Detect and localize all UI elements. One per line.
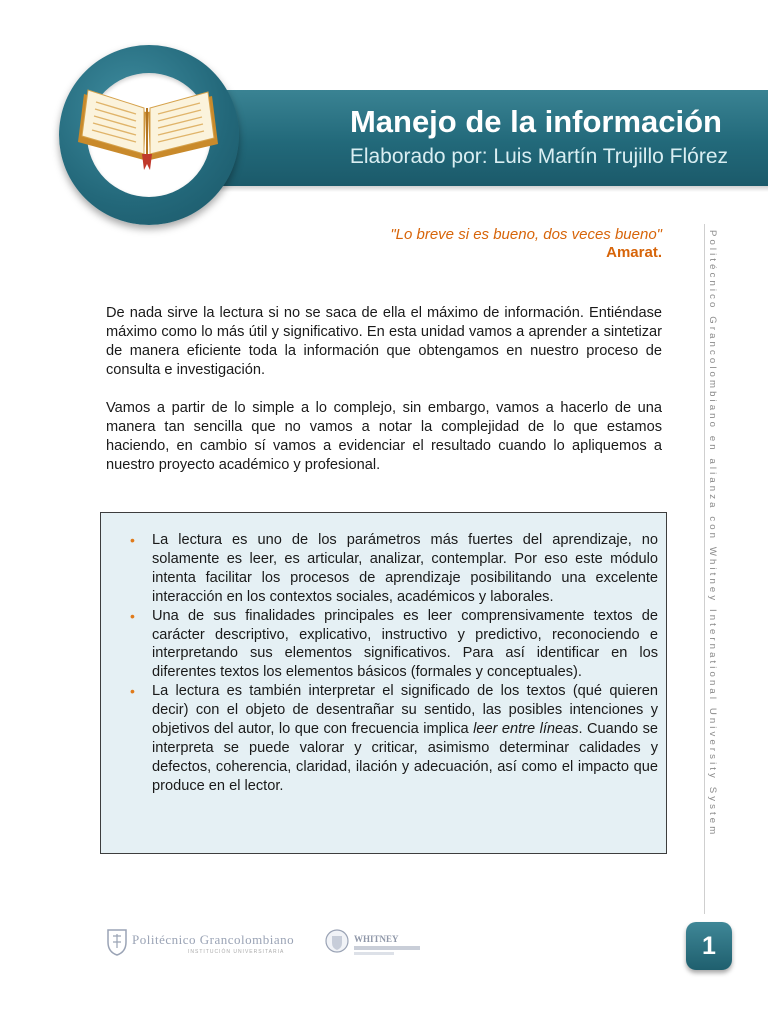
logo-name: WHITNEY xyxy=(354,934,399,944)
intro-paragraph-2: Vamos a partir de lo simple a lo complejo, sin embargo, vamos a hacerlo de una manera tan sencilla que no vamos a notar la complejidad de lo que estamos haciendo, en cambio sí vamos a evidenciar el resultado cuando lo apliquemos a nuestro proyecto académico y profesional. xyxy=(106,400,662,473)
quote-text: "Lo breve si es bueno, dos veces bueno" xyxy=(390,226,662,243)
bullet-icon: • xyxy=(130,683,135,700)
bullet-icon: • xyxy=(130,607,135,624)
open-book-icon xyxy=(72,72,222,172)
whitney-logo xyxy=(322,922,426,958)
sidebar-vertical-text: Politécnico Grancolombiano en alianza con Whitney International University System xyxy=(707,230,718,838)
key-points-box xyxy=(100,512,667,854)
logo-tagline-bar xyxy=(354,944,420,958)
sidebar-divider xyxy=(704,224,705,914)
emphasis-text: leer entre líneas xyxy=(473,721,579,738)
logo-name: Politécnico Grancolombiano xyxy=(132,932,295,947)
author-subtitle: Elaborado por: Luis Martín Trujillo Flórez xyxy=(349,145,728,168)
shield-icon xyxy=(106,928,128,956)
quote-author: Amarat. xyxy=(606,244,662,261)
epigraph xyxy=(390,226,662,262)
header-banner-shadow xyxy=(150,186,768,192)
politecnico-logo xyxy=(106,928,306,958)
list-item: • La lectura es también interpretar el significado de los textos (qué quieren decir) con el objeto de desentrañar su sentido, las posibles intenciones y objetivos del autor, lo que con frecuencia implica leer entre líneas. Cuando se interpreta se puede valorar y criticar, asimismo determinar calidades y defectos, coherencia, claridad, ilación y adecuación, así como el impacto que produce en el lector. xyxy=(130,683,658,794)
list-item: • La lectura es uno de los parámetros más fuertes del aprendizaje, no solamente es leer, es articular, analizar, contemplar. Por eso este módulo intenta facilitar los procesos de aprendizaje posibilitando una excelente interacción en los contextos sociales, académicos y laborales. xyxy=(130,532,658,605)
page-title: Manejo de la información xyxy=(349,104,722,139)
list-item: • Una de sus finalidades principales es leer comprensivamente textos de carácter descriptivo, explicativo, instructivo y predictivo, reconociendo e interpretando sus elementos significativos. Para así identificar en los diferentes textos los elementos básicos (formales y conceptuales). xyxy=(130,607,658,681)
crest-icon xyxy=(324,926,350,956)
logo-subtitle: INSTITUCIÓN UNIVERSITARIA xyxy=(188,949,285,955)
key-points-list xyxy=(101,513,666,796)
page-number-badge: 1 xyxy=(686,922,732,970)
intro-paragraph-1: De nada sirve la lectura si no se saca de ella el máximo de información. Entiéndase máximo como lo más útil y significativo. En esta unidad vamos a aprender a sintetizar de manera eficiente toda la información que obtengamos en nuestro proceso de consulta e investigación. xyxy=(106,305,662,378)
bullet-icon: • xyxy=(130,532,135,548)
